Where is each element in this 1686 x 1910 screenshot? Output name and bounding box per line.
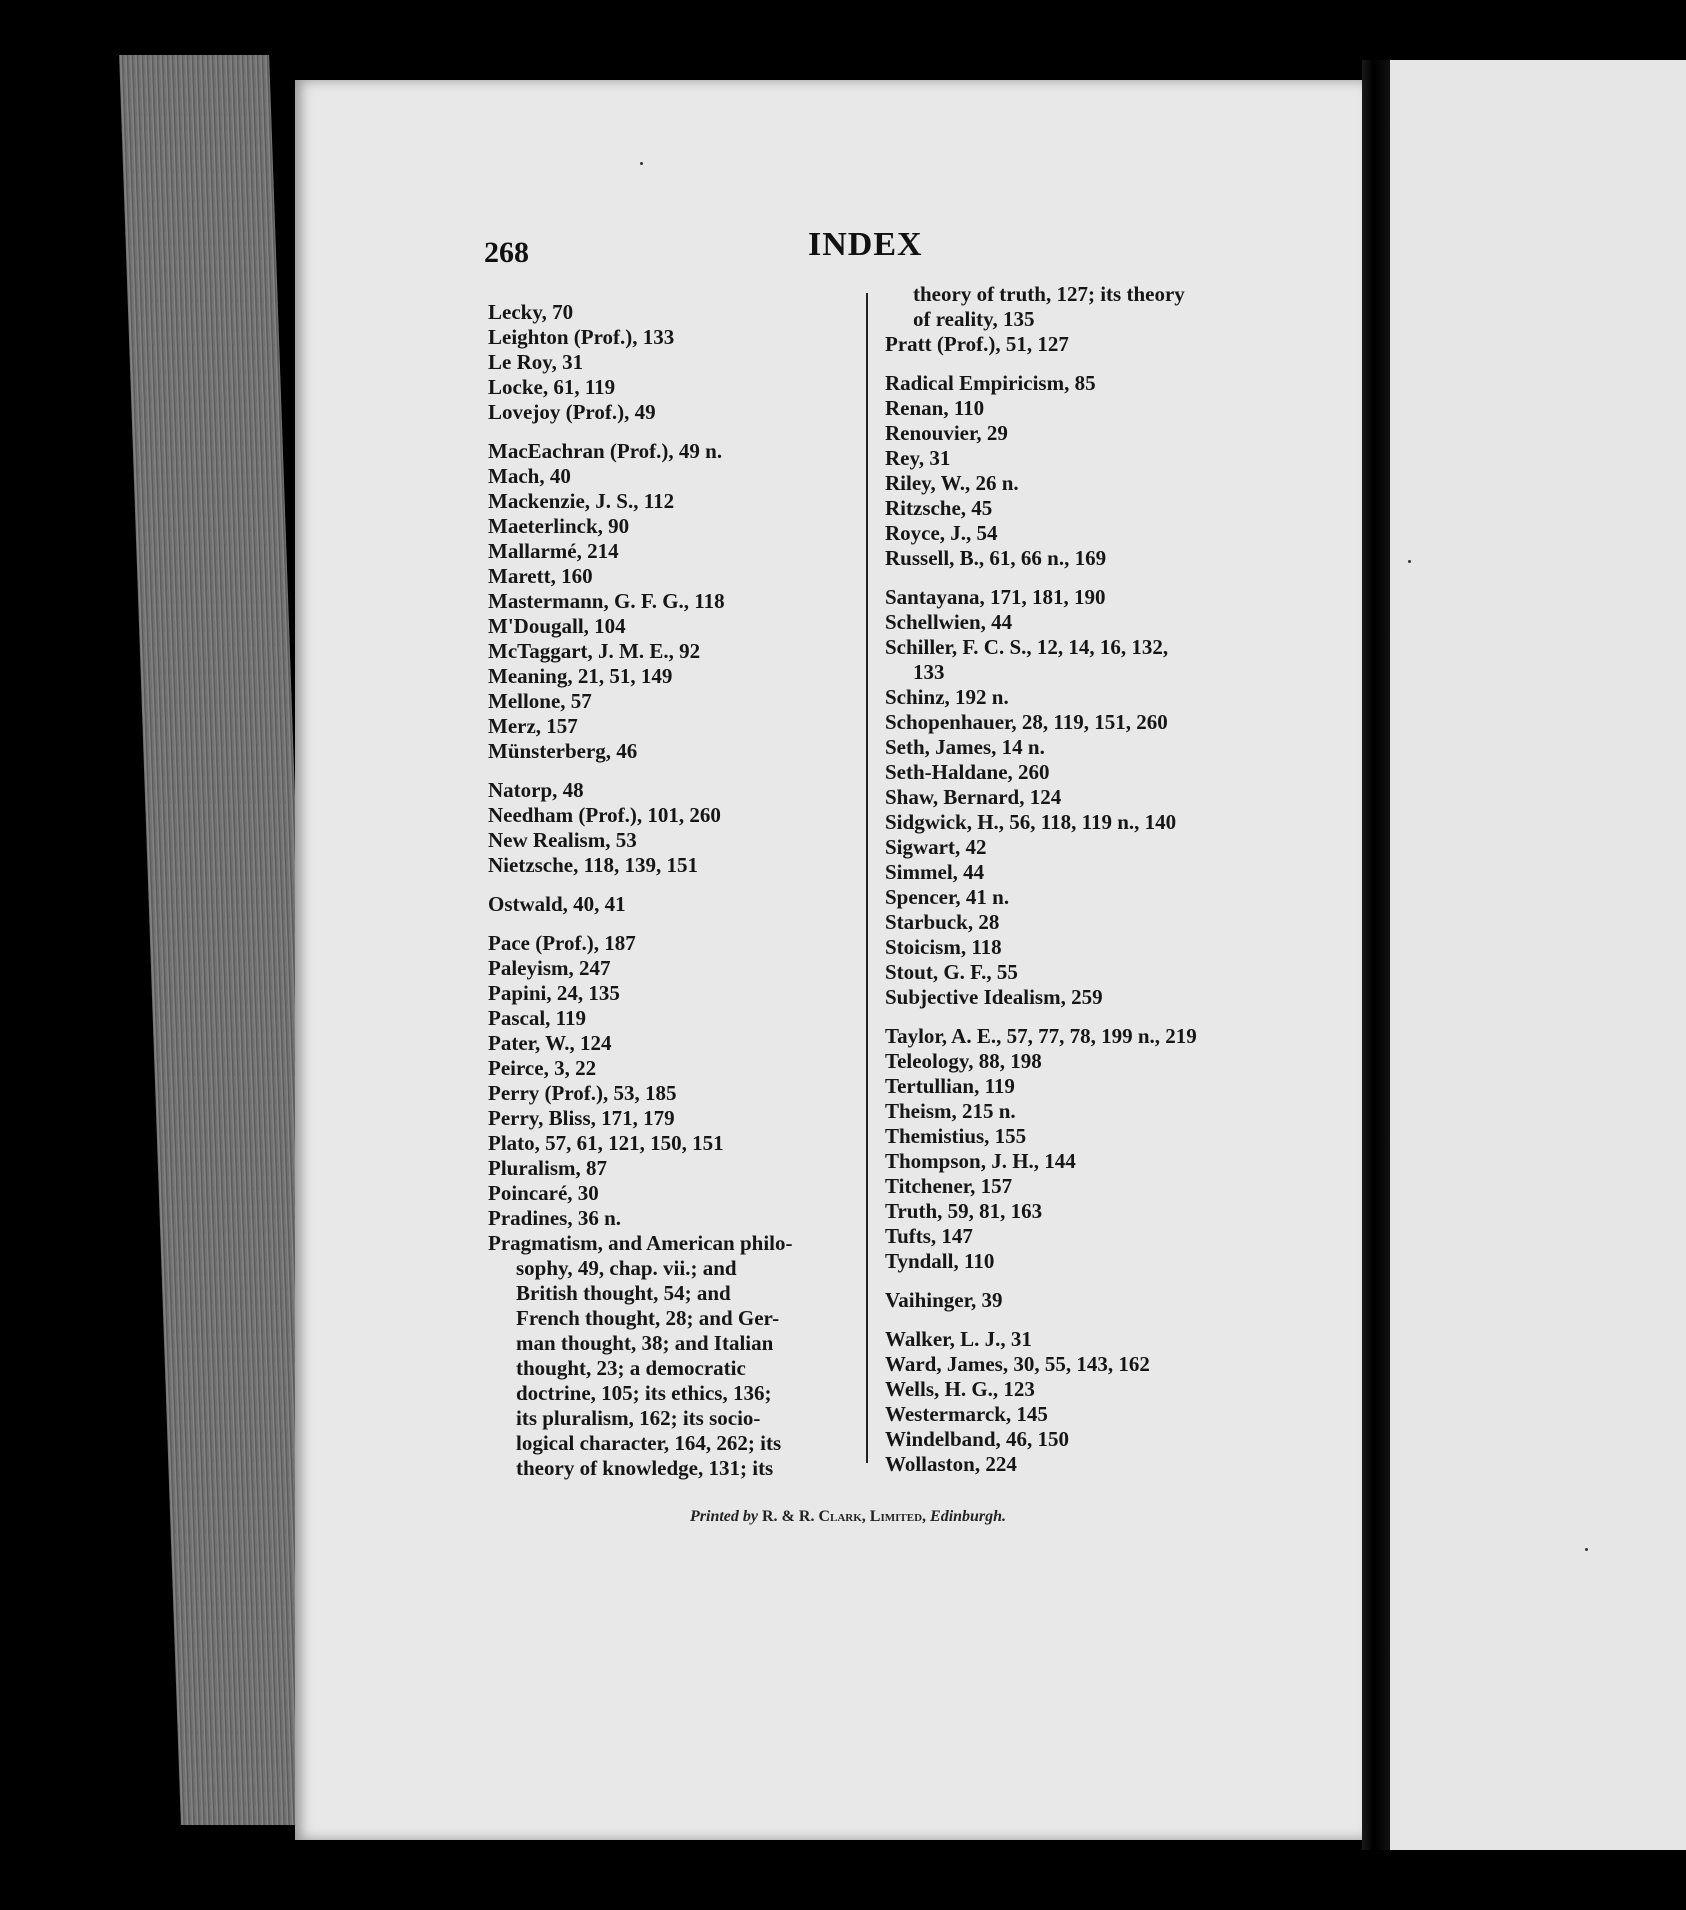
- index-entry: Schiller, F. C. S., 12, 14, 16, 132,: [885, 635, 1169, 659]
- index-entry: Westermarck, 145: [885, 1402, 1048, 1426]
- index-gap: [885, 1313, 1285, 1327]
- index-entry: Starbuck, 28: [885, 910, 1000, 934]
- index-entry: Tertullian, 119: [885, 1074, 1015, 1098]
- index-entry: Needham (Prof.), 101, 260: [488, 803, 721, 827]
- index-gap: [885, 1274, 1285, 1288]
- index-entry: Thompson, J. H., 144: [885, 1149, 1076, 1173]
- index-entry: Le Roy, 31: [488, 350, 584, 374]
- index-entry: Pater, W., 124: [488, 1031, 612, 1055]
- index-entry: Meaning, 21, 51, 149: [488, 664, 673, 688]
- index-entry: Seth, James, 14 n.: [885, 735, 1045, 759]
- index-entry: Marett, 160: [488, 564, 593, 588]
- index-entry: Pradines, 36 n.: [488, 1206, 622, 1230]
- index-entry-pragmatism-line: Pragmatism, and American philo-: [488, 1231, 793, 1255]
- index-entry: Teleology, 88, 198: [885, 1049, 1042, 1073]
- index-column-right: [885, 282, 1285, 1477]
- index-entry: Lovejoy (Prof.), 49: [488, 400, 656, 424]
- printer-imprint: [690, 1508, 1006, 1526]
- index-entry: Windelband, 46, 150: [885, 1427, 1070, 1451]
- index-entry: Peirce, 3, 22: [488, 1056, 597, 1080]
- index-entry: Themistius, 155: [885, 1124, 1027, 1148]
- index-entry: 133: [913, 660, 945, 684]
- index-entry-pragmatism-line: doctrine, 105; its ethics, 136;: [516, 1381, 772, 1405]
- index-entry: Pascal, 119: [488, 1006, 586, 1030]
- index-entry: Paleyism, 247: [488, 956, 611, 980]
- index-entry: Renouvier, 29: [885, 421, 1008, 445]
- index-gap: [488, 917, 883, 931]
- index-gap: [488, 878, 883, 892]
- index-entry: Natorp, 48: [488, 778, 584, 802]
- index-entry: Royce, J., 54: [885, 521, 998, 545]
- index-entry: Santayana, 171, 181, 190: [885, 585, 1106, 609]
- index-entry: Renan, 110: [885, 396, 985, 420]
- index-entry: Merz, 157: [488, 714, 578, 738]
- index-entry: Tyndall, 110: [885, 1249, 995, 1273]
- index-entry: Walker, L. J., 31: [885, 1327, 1032, 1351]
- index-entry: Pluralism, 87: [488, 1156, 607, 1180]
- index-entry: Wells, H. G., 123: [885, 1377, 1035, 1401]
- index-entry-pragmatism-line: logical character, 164, 262; its: [516, 1431, 782, 1455]
- index-entry: Wollaston, 224: [885, 1452, 1017, 1476]
- index-gap: [885, 1010, 1285, 1024]
- index-entry: Nietzsche, 118, 139, 151: [488, 853, 698, 877]
- index-entry: theory of truth, 127; its theory: [913, 282, 1185, 306]
- index-gap: [885, 357, 1285, 371]
- dust-speck: [1408, 560, 1411, 563]
- index-entry: Vaihinger, 39: [885, 1288, 1003, 1312]
- index-entry: Plato, 57, 61, 121, 150, 151: [488, 1131, 724, 1155]
- index-entry: Stoicism, 118: [885, 935, 1002, 959]
- right-page: [1390, 60, 1686, 1850]
- index-gap: [488, 764, 883, 778]
- index-entry: Mastermann, G. F. G., 118: [488, 589, 725, 613]
- imprint-printer: R. & R. Clark, Limited,: [762, 1508, 927, 1525]
- column-divider: [866, 293, 868, 1463]
- book-gutter: [1362, 60, 1390, 1850]
- index-entry: Pratt (Prof.), 51, 127: [885, 332, 1069, 356]
- index-entry: Perry, Bliss, 171, 179: [488, 1106, 675, 1130]
- index-entry: Mellone, 57: [488, 689, 592, 713]
- index-entry-pragmatism-line: man thought, 38; and Italian: [516, 1331, 774, 1355]
- index-entry: Mackenzie, J. S., 112: [488, 489, 675, 513]
- index-entry: Ostwald, 40, 41: [488, 892, 626, 916]
- index-entry: Truth, 59, 81, 163: [885, 1199, 1043, 1223]
- index-entry: Sidgwick, H., 56, 118, 119 n., 140: [885, 810, 1177, 834]
- index-entry: Mach, 40: [488, 464, 571, 488]
- index-entry-pragmatism-line: thought, 23; a democratic: [516, 1356, 746, 1380]
- index-entry: Simmel, 44: [885, 860, 985, 884]
- index-entry: MacEachran (Prof.), 49 n.: [488, 439, 723, 463]
- index-entry: Theism, 215 n.: [885, 1099, 1016, 1123]
- index-entry: Poincaré, 30: [488, 1181, 599, 1205]
- index-entry: M'Dougall, 104: [488, 614, 626, 638]
- imprint-printed-by: Printed by: [690, 1508, 758, 1525]
- index-entry: Taylor, A. E., 57, 77, 78, 199 n., 219: [885, 1024, 1197, 1048]
- index-gap: [488, 425, 883, 439]
- imprint-place: Edinburgh.: [930, 1508, 1007, 1525]
- dust-speck: [1585, 1548, 1588, 1551]
- index-entry: Perry (Prof.), 53, 185: [488, 1081, 677, 1105]
- index-entry: Papini, 24, 135: [488, 981, 620, 1005]
- index-entry: Seth-Haldane, 260: [885, 760, 1050, 784]
- index-entry: Lecky, 70: [488, 300, 574, 324]
- index-entry-pragmatism-line: theory of knowledge, 131; its: [516, 1456, 774, 1480]
- index-entry: Maeterlinck, 90: [488, 514, 630, 538]
- index-column-left: [488, 300, 883, 1481]
- index-entry: Schellwien, 44: [885, 610, 1013, 634]
- index-entry: Stout, G. F., 55: [885, 960, 1018, 984]
- index-entry: New Realism, 53: [488, 828, 637, 852]
- index-entry: Spencer, 41 n.: [885, 885, 1010, 909]
- index-entry: Mallarmé, 214: [488, 539, 619, 563]
- index-entry: Tufts, 147: [885, 1224, 973, 1248]
- index-entry: Schopenhauer, 28, 119, 151, 260: [885, 710, 1168, 734]
- index-entry: Russell, B., 61, 66 n., 169: [885, 546, 1107, 570]
- index-entry: of reality, 135: [913, 307, 1035, 331]
- index-entry: Ward, James, 30, 55, 143, 162: [885, 1352, 1150, 1376]
- index-entry-pragmatism-line: its pluralism, 162; its socio-: [516, 1406, 761, 1430]
- index-entry: Rey, 31: [885, 446, 951, 470]
- index-entry-pragmatism-line: French thought, 28; and Ger-: [516, 1306, 780, 1330]
- index-entry: Sigwart, 42: [885, 835, 987, 859]
- dust-speck: [640, 162, 643, 165]
- index-entry: Leighton (Prof.), 133: [488, 325, 675, 349]
- index-entry: Riley, W., 26 n.: [885, 471, 1019, 495]
- index-entry: Subjective Idealism, 259: [885, 985, 1103, 1009]
- index-entry: Radical Empiricism, 85: [885, 371, 1096, 395]
- index-entry: Titchener, 157: [885, 1174, 1013, 1198]
- index-entry: McTaggart, J. M. E., 92: [488, 639, 701, 663]
- index-entry-pragmatism-line: sophy, 49, chap. vii.; and: [516, 1256, 737, 1280]
- index-entry: Shaw, Bernard, 124: [885, 785, 1062, 809]
- index-entry: Schinz, 192 n.: [885, 685, 1009, 709]
- page-number: 268: [484, 236, 529, 269]
- index-entry: Locke, 61, 119: [488, 375, 616, 399]
- page-title: INDEX: [808, 226, 923, 263]
- index-entry: Münsterberg, 46: [488, 739, 638, 763]
- index-entry-pragmatism-line: British thought, 54; and: [516, 1281, 731, 1305]
- index-gap: [885, 571, 1285, 585]
- index-entry: Ritzsche, 45: [885, 496, 993, 520]
- index-entry: Pace (Prof.), 187: [488, 931, 636, 955]
